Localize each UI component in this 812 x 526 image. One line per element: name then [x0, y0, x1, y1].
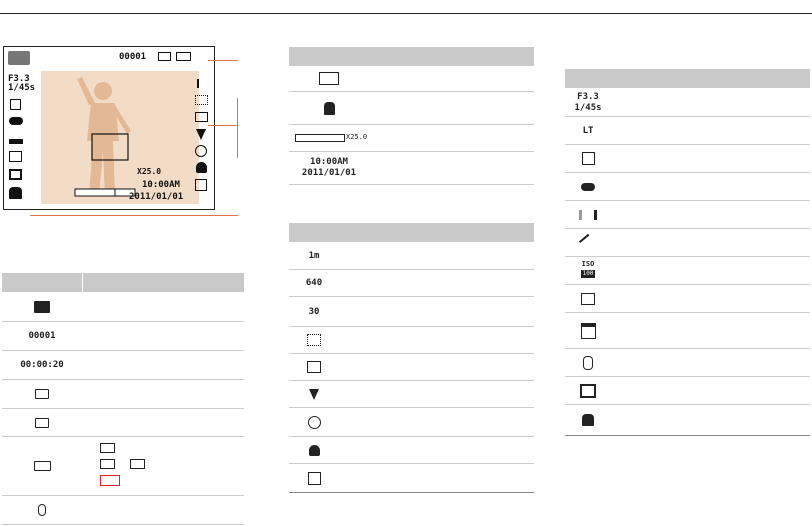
size-640-label: 640	[305, 278, 323, 288]
callout-line-2v	[237, 98, 238, 158]
flash-auto-icon	[196, 129, 206, 140]
macro-icon	[196, 162, 207, 173]
memory-card-icon	[2, 380, 82, 408]
table-row	[2, 351, 244, 380]
battery-icon	[2, 437, 82, 495]
callout-line-1	[208, 60, 238, 61]
battery-empty-icon	[100, 475, 120, 486]
cloud-icon	[9, 117, 23, 125]
table1-header	[2, 273, 244, 292]
size-1m-label: 1m	[308, 250, 320, 261]
table-row	[289, 152, 534, 185]
camera-mode-icon	[8, 51, 30, 65]
table3-header	[289, 223, 534, 242]
callout-line-2	[208, 125, 238, 126]
table-row	[289, 92, 534, 125]
shutter-speed: 1/45s	[8, 83, 36, 93]
timer-icon	[289, 408, 339, 436]
internal-memory-icon	[2, 409, 82, 436]
table-row	[289, 354, 534, 381]
af-frame-icon	[289, 66, 369, 91]
table-row	[289, 242, 534, 270]
metering-icon	[9, 151, 22, 162]
face-detect-icon	[289, 464, 339, 492]
ev-icon	[10, 99, 21, 110]
table-row	[2, 409, 244, 437]
top-rule	[0, 13, 812, 14]
table-row	[565, 349, 810, 377]
table-row	[565, 405, 810, 436]
face-detect-icon	[195, 179, 207, 191]
table4-header	[565, 69, 810, 88]
shots-remaining: 00001	[119, 52, 147, 62]
table-row	[565, 285, 810, 313]
f-number-label: F3.3	[577, 92, 599, 102]
table-row	[2, 437, 244, 496]
shutter-label: 1/45s	[574, 103, 602, 113]
table-row	[2, 292, 244, 322]
table-row	[289, 66, 534, 92]
time-label: 10:00AM	[310, 157, 348, 167]
shots-counter: 00001	[28, 331, 56, 341]
table-row	[565, 145, 810, 173]
ois-icon	[9, 187, 22, 199]
battery-low-icon	[130, 459, 145, 469]
table-row	[565, 117, 810, 145]
quality-icon	[195, 95, 208, 105]
quality-icon	[289, 327, 339, 353]
table-row	[289, 125, 534, 152]
table-row	[565, 257, 810, 285]
iso-value: 100	[582, 270, 594, 277]
zoom-level: X25.0	[137, 167, 162, 176]
cloud-icon	[565, 173, 611, 200]
battery-half-icon	[100, 459, 115, 469]
camera-screen	[3, 46, 215, 210]
lt-label: LT	[582, 125, 594, 136]
table2-header	[289, 47, 534, 66]
shake-icon	[289, 92, 369, 124]
table-row	[2, 380, 244, 409]
iso-label: ISO	[581, 260, 595, 268]
table-row	[289, 408, 534, 437]
callout-line-3	[30, 215, 238, 216]
size-1m-icon	[197, 79, 209, 88]
table-row	[565, 88, 810, 117]
memory-card-icon	[158, 52, 171, 61]
table-row	[565, 229, 810, 257]
zoom-bar-icon	[295, 134, 345, 142]
date-label: 2011/01/01	[301, 168, 357, 178]
screen-time: 10:00AM	[142, 180, 180, 190]
metering-icon	[565, 285, 611, 312]
mic-off-icon	[565, 349, 611, 376]
smart-icon	[565, 229, 611, 256]
table-row	[289, 464, 534, 493]
battery-icon	[176, 52, 191, 61]
fps-30-label: 30	[308, 306, 320, 317]
continuous-icon	[9, 169, 22, 180]
flash-icon	[289, 381, 339, 407]
voice-memo-icon	[2, 496, 82, 524]
piano-icon	[565, 313, 611, 348]
table-row	[2, 322, 244, 351]
battery-full-icon	[100, 443, 115, 453]
continuous-icon	[565, 377, 611, 404]
table-row	[289, 381, 534, 408]
table-row	[2, 496, 244, 525]
table-row	[289, 437, 534, 464]
table-row	[565, 201, 810, 229]
ev-icon	[565, 145, 611, 172]
screen-date: 2011/01/01	[129, 192, 184, 202]
macro-icon	[289, 437, 339, 463]
acb-icon	[565, 201, 611, 228]
table-row	[565, 313, 810, 349]
table-row	[565, 173, 810, 201]
af-icon	[195, 112, 208, 122]
table-row	[289, 270, 534, 297]
recording-time: 00:00:20	[20, 360, 64, 370]
zoom-bar-label: X25.0	[346, 133, 368, 141]
table-row	[289, 327, 534, 354]
table-row	[289, 297, 534, 327]
camera-mode-icon	[2, 292, 82, 321]
ois-icon	[565, 405, 611, 435]
iso-icon	[9, 133, 23, 144]
timer-icon	[195, 145, 207, 157]
table-row	[565, 377, 810, 405]
f-number: F3.3	[8, 74, 30, 84]
af-icon	[289, 354, 339, 380]
